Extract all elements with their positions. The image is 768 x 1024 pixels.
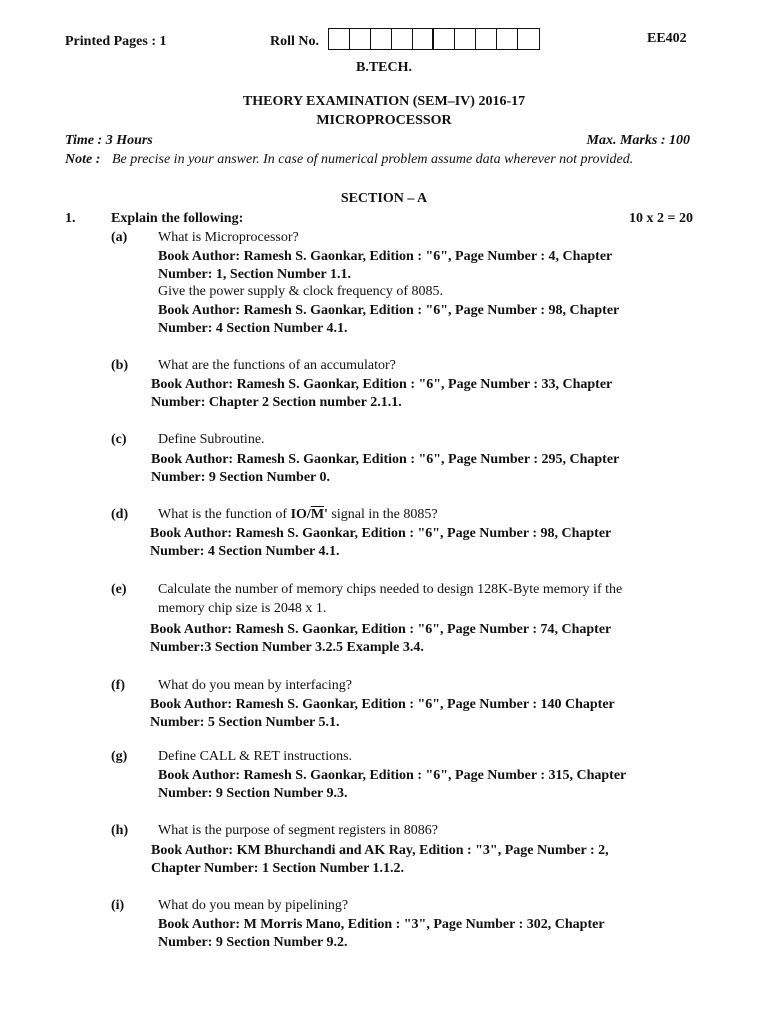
book-ref-d [150,525,611,561]
printed-pages: Printed Pages : 1 [65,34,167,49]
note-label: Note : [65,152,101,167]
item-label-g: (g) [111,749,128,764]
roll-cell[interactable] [434,29,455,49]
book-ref-line: Book Author: Ramesh S. Gaonkar, Edition : "6", Page Number : 4, Chapter [158,249,613,264]
paper-code: EE402 [647,31,687,46]
item-label-e: (e) [111,582,127,597]
item-text-a: What is Microprocessor? [158,230,299,245]
book-ref-b [151,376,612,412]
roll-cell[interactable] [497,29,518,49]
io-m-signal [291,507,328,522]
book-ref-line: Book Author: Ramesh S. Gaonkar, Edition : "6", Page Number : 140 Chapter [150,697,615,712]
item-text-e-line1: Calculate the number of memory chips needed to design 128K-Byte memory if the [158,582,623,597]
roll-no-label: Roll No. [270,34,319,49]
roll-cell[interactable] [392,29,413,49]
question-title: Explain the following: [111,211,244,226]
item-label-f: (f) [111,678,125,693]
book-ref-line: Number: 9 Section Number 9.3. [158,786,348,801]
book-ref-line: Book Author: Ramesh S. Gaonkar, Edition : "6", Page Number : 315, Chapter [158,768,627,783]
book-ref-line: Number: 5 Section Number 5.1. [150,715,340,730]
book-ref-line: Book Author: Ramesh S. Gaonkar, Edition : "6", Page Number : 98, Chapter [150,526,612,541]
book-ref-line: Number: 9 Section Number 0. [151,470,331,485]
roll-cell[interactable] [476,29,497,49]
book-ref-line: Book Author: KM Bhurchandi and AK Ray, Edition : "3", Page Number : 2, [151,843,609,858]
exam-title: THEORY EXAMINATION (SEM–IV) 2016-17 [242,94,526,109]
roll-cell[interactable] [455,29,476,49]
question-number: 1. [65,211,76,226]
roll-cell[interactable] [413,29,434,49]
item-label-b: (b) [111,358,129,373]
book-ref-line: Number:3 Section Number 3.2.5 Example 3.4. [150,640,424,655]
book-ref-a2 [158,302,619,338]
item-text-h: What is the purpose of segment registers in 8086? [158,823,438,838]
item-text-part: signal in the 8085? [327,507,438,522]
book-ref-c [151,451,619,487]
item-label-a: (a) [111,230,128,245]
item-text-c: Define Subroutine. [158,432,265,447]
book-ref-line: Book Author: M Morris Mano, Edition : "3", Page Number : 302, Chapter [158,917,605,932]
book-ref-i [158,916,605,952]
book-ref-a1 [158,248,612,284]
item-label-c: (c) [111,432,127,447]
book-ref-line: Book Author: Ramesh S. Gaonkar, Edition : "6", Page Number : 33, Chapter [151,377,613,392]
item-text-i: What do you mean by pipelining? [158,898,349,913]
book-ref-h [151,842,609,878]
item-text-d [158,507,438,523]
roll-cell[interactable] [329,29,350,49]
max-marks: Max. Marks : 100 [586,133,690,148]
time-label: Time : 3 Hours [65,133,153,148]
book-ref-line: Book Author: Ramesh S. Gaonkar, Edition : "6", Page Number : 98, Chapter [158,303,620,318]
item-text-b: What are the functions of an accumulator? [158,358,396,373]
signal-m-part: $\overline{M}$ [310,507,325,522]
item-text-part: What is the function of [158,507,291,522]
roll-cell[interactable] [518,29,539,49]
roll-no-boxes[interactable] [328,28,540,50]
book-ref-line: Number: 9 Section Number 9.2. [158,935,348,950]
book-ref-f [150,696,615,732]
book-ref-line: Book Author: Ramesh S. Gaonkar, Edition : "6", Page Number : 74, Chapter [150,622,612,637]
question-marks: 10 x 2 = 20 [629,211,693,226]
signal-tick: ' [324,507,328,522]
item-text-a2: Give the power supply & clock frequency of 8085. [158,284,443,299]
item-label-d: (d) [111,507,129,522]
book-ref-line: Chapter Number: 1 Section Number 1.1.2. [151,861,405,876]
signal-io-part: IO/ [290,507,311,522]
subject-title: MICROPROCESSOR [316,113,452,128]
item-label-h: (h) [111,823,129,838]
item-label-i: (i) [111,898,125,913]
book-ref-g [158,767,626,803]
program-title: B.TECH. [355,60,412,75]
book-ref-e [150,621,611,657]
section-title: SECTION – A [340,191,428,206]
book-ref-line: Number: 4 Section Number 4.1. [150,544,340,559]
roll-cell[interactable] [371,29,392,49]
item-text-g: Define CALL & RET instructions. [158,749,353,764]
item-text-f: What do you mean by interfacing? [158,678,352,693]
roll-cell[interactable] [350,29,371,49]
book-ref-line: Number: Chapter 2 Section number 2.1.1. [151,395,402,410]
book-ref-line: Number: 4 Section Number 4.1. [158,321,348,336]
item-text-e-line2: memory chip size is 2048 x 1. [158,601,327,616]
book-ref-line: Number: 1, Section Number 1.1. [158,267,352,282]
book-ref-line: Book Author: Ramesh S. Gaonkar, Edition : "6", Page Number : 295, Chapter [151,452,620,467]
note-text: Be precise in your answer. In case of numerical problem assume data wherever not provided. [112,152,634,167]
